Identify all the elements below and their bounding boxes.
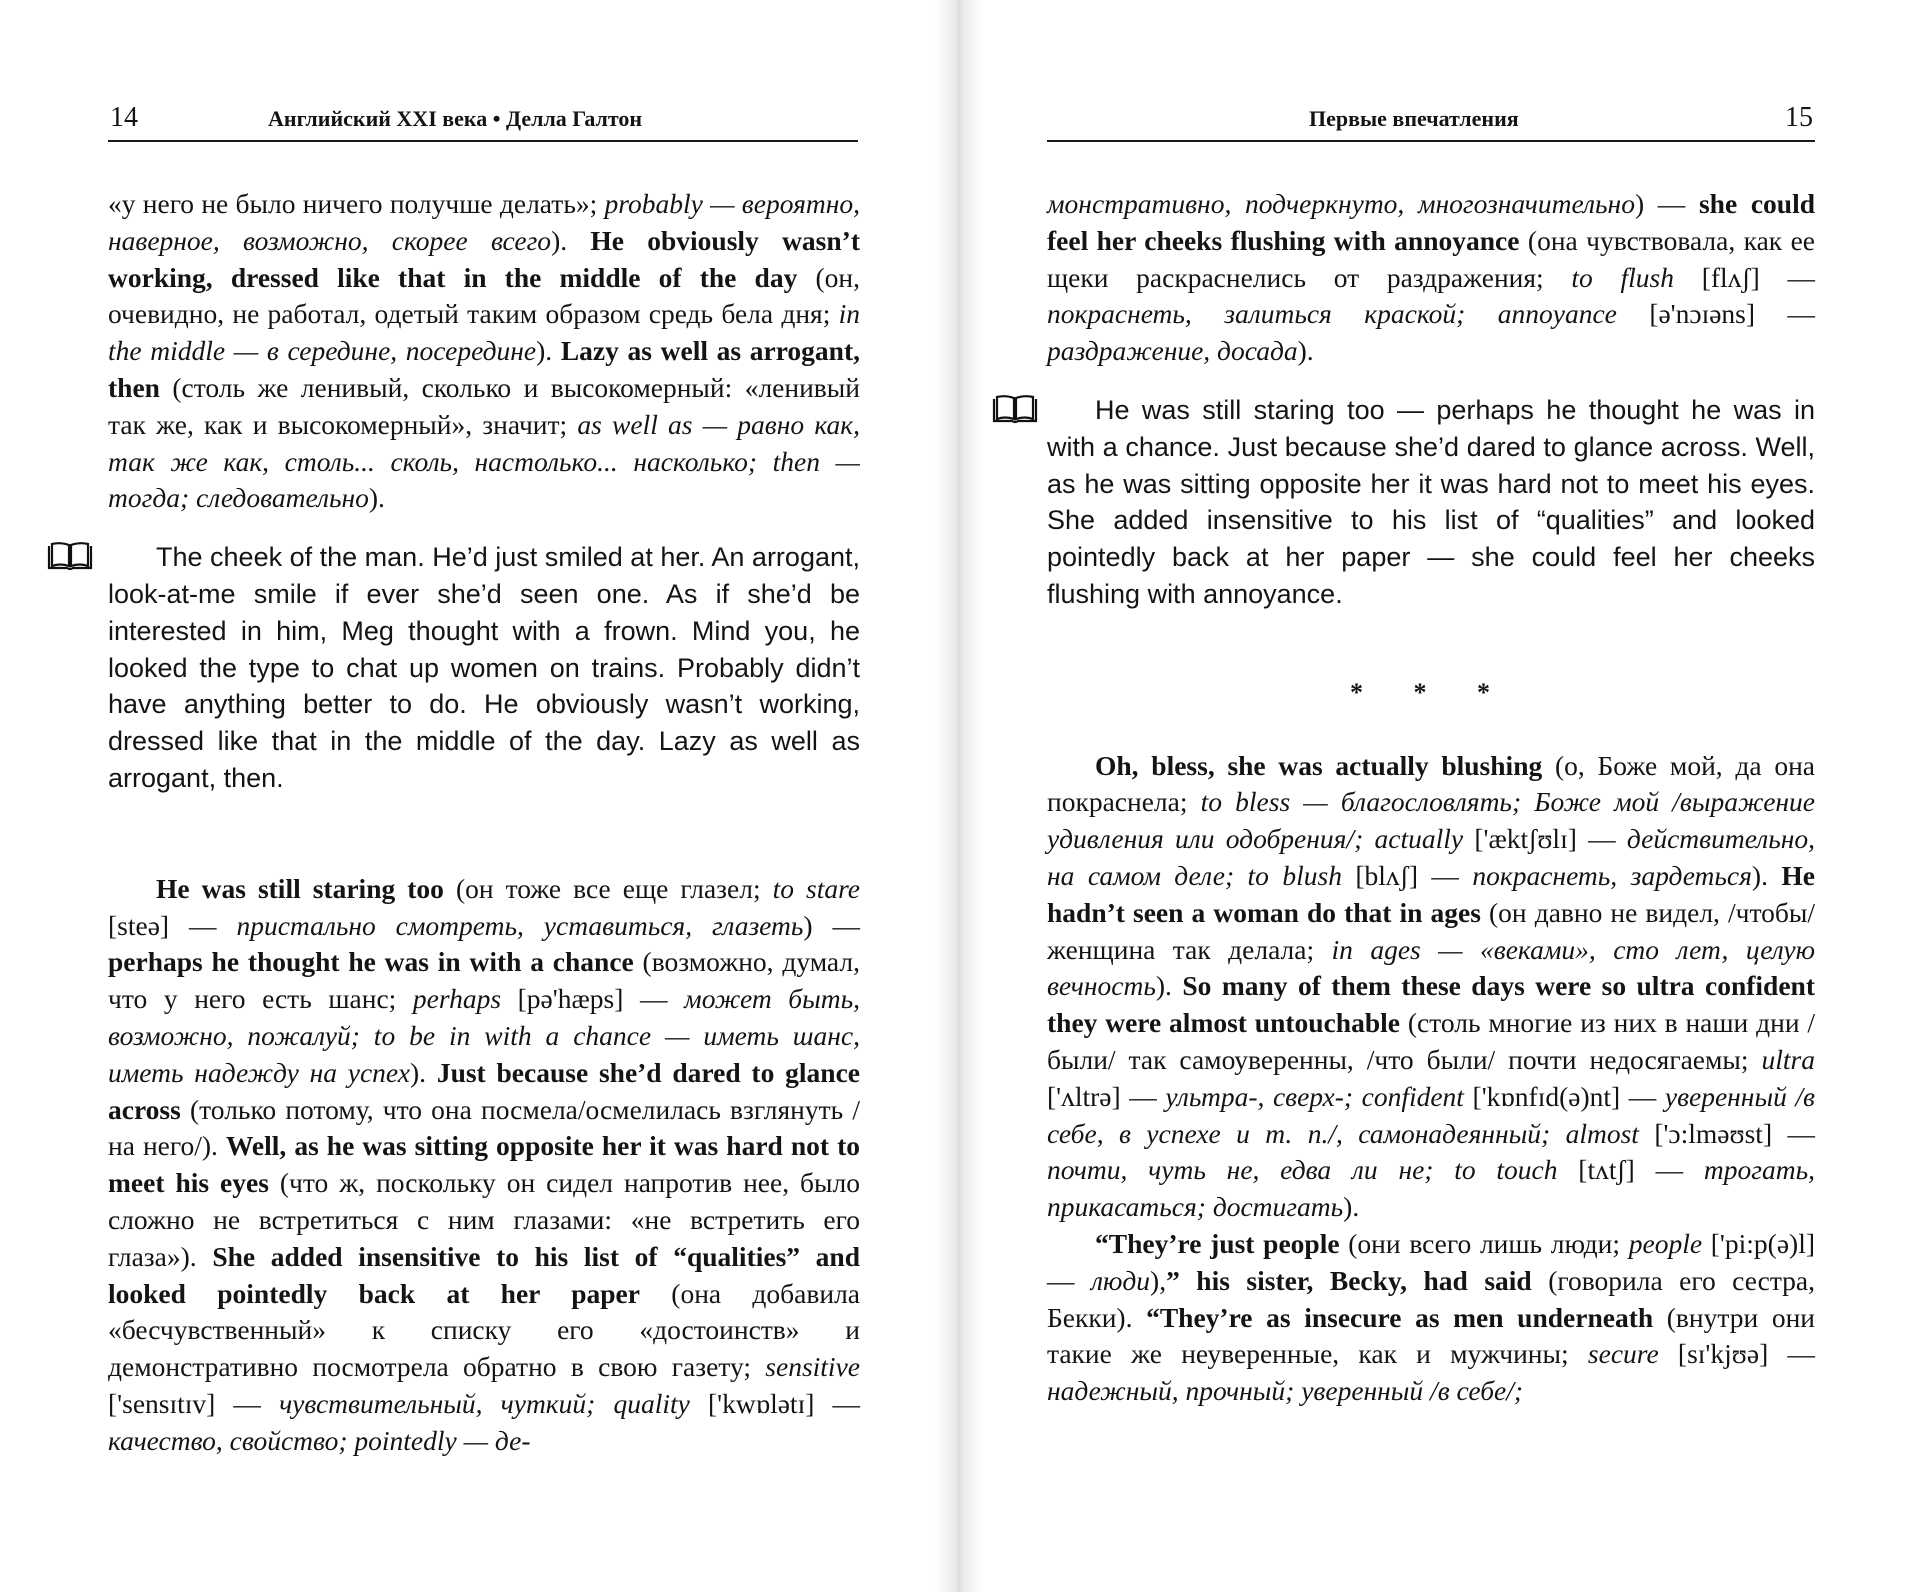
vocabulary-gloss-run: надежный, прочный; уверенный /в себе/; bbox=[1047, 1375, 1524, 1407]
vocabulary-gloss-run: трогать, прикасаться; достигать bbox=[1047, 1154, 1815, 1223]
vocabulary-gloss-run: люди bbox=[1090, 1264, 1151, 1296]
translation-run: [steə] — bbox=[108, 909, 237, 941]
translation-run: [blʌʃ] — bbox=[1341, 859, 1473, 891]
translation-run: (внутри они такие же неуверенные, как и мужчины; bbox=[1047, 1301, 1815, 1370]
translation-run: ['ʌltrə] — bbox=[1047, 1080, 1166, 1112]
vocabulary-gloss-run: ultra bbox=[1761, 1043, 1815, 1075]
translation-run: (столь же ленивый, сколько и высокомерный: «ленивый так же, как и высокомерный», значит; bbox=[108, 371, 860, 440]
page-number: 15 bbox=[1785, 102, 1813, 133]
translation-run: (она чувствовала, как ее щеки раскраснелись от раздражения; bbox=[1047, 224, 1815, 293]
vocabulary-gloss-run: in ages — «веками», сто лет, целую вечность bbox=[1047, 933, 1815, 1002]
vocabulary-gloss-run: probably — вероятно, наверное, возможно, скорее всего bbox=[108, 188, 861, 256]
original-quote-run: Well, as he was sitting opposite her it was hard not to meet his eyes bbox=[108, 1130, 860, 1199]
translation-run: (она добавила «бесчувственный» к списку его «достоинств» и демонстративно посмотрела обратно в свою газету; bbox=[108, 1277, 861, 1383]
translation-run: [ə'nɔɪəns] — bbox=[1616, 298, 1815, 330]
translation-run: ['ɔ:lməʊst] — bbox=[1638, 1117, 1815, 1149]
running-head: Английский XXI века • Делла Галтон bbox=[268, 106, 643, 131]
translation-run: ['kwɒlətɪ] — bbox=[689, 1387, 860, 1419]
commentary-paragraph bbox=[108, 871, 860, 1460]
translation-run: ) — bbox=[1634, 188, 1699, 219]
book-gutter bbox=[935, 0, 982, 1592]
translation-run: ). bbox=[1343, 1191, 1360, 1223]
left-page bbox=[0, 0, 935, 1592]
translation-run: (он тоже все еще глазел; bbox=[443, 872, 773, 904]
original-quote-run: Just because she’d dared to glance across bbox=[108, 1056, 860, 1125]
translation-run: (говорила его сестра, Бекки). bbox=[1047, 1264, 1815, 1333]
vocabulary-gloss-run: ультра-, сверх-; confident bbox=[1165, 1080, 1464, 1112]
original-text-paragraph: The cheek of the man. He’d just smiled at her. An arrogant, look-at-me smile if ever she’d seen one. As if she’d be interested in him, Meg thought with a frown. Mind you, he looked the type to chat up women on trains. Probably didn’t have anything better to do. He obviously wasn’t working, dressed like that in the middle of the day. Lazy as well as arrogant, then. bbox=[108, 542, 860, 793]
vocabulary-gloss-run: почти, чуть не, едва ли не; to touch bbox=[1047, 1154, 1558, 1186]
translation-run: ) — bbox=[803, 909, 860, 941]
original-quote-run: So many of them these days were so ultra confident they were almost untouchable bbox=[1047, 970, 1815, 1039]
translation-run: ['æktʃʊlɪ] — bbox=[1463, 823, 1627, 855]
commentary-paragraph bbox=[1047, 186, 1815, 370]
original-quote-run: she could feel her cheeks flushing with annoyance bbox=[1047, 188, 1816, 256]
right-body bbox=[1047, 186, 1815, 1410]
translation-run: (только потому, что она посмела/осмелилась взглянуть /на него/). bbox=[108, 1093, 860, 1162]
translation-run: [pə'hæps] — bbox=[501, 983, 685, 1015]
vocabulary-gloss-run: уверенный /в себе, в успехе и т. п./, самонадеянный; almost bbox=[1047, 1080, 1815, 1149]
original-quote-run: He hadn’t seen a woman do that in ages bbox=[1047, 859, 1815, 928]
open-book-icon bbox=[991, 394, 1039, 426]
vocabulary-gloss-run: может быть, возможно, пожалуй; to be in with a chance — иметь шанс, иметь надежду на успех bbox=[108, 983, 860, 1088]
translation-run: (они всего лишь люди; bbox=[1339, 1227, 1629, 1259]
commentary-paragraph bbox=[1047, 748, 1815, 1226]
translation-run: (возможно, думал, что у него есть шанс; bbox=[108, 946, 860, 1015]
translation-run: ). bbox=[1155, 970, 1183, 1002]
original-quote-run: He was still staring too bbox=[156, 872, 444, 904]
original-text-paragraph: He was still staring too — perhaps he thought he was in with a chance. Just because she’d dared to glance across. Well, as he was sitting opposite her it was hard not to meet his eyes. She added insensitive to his list of “qualities” and looked pointedly back at her paper — she could feel her cheeks flushing with annoyance. bbox=[1047, 394, 1815, 609]
translation-run: ['kɒnfɪd(ə)nt] — bbox=[1463, 1080, 1665, 1112]
vocabulary-gloss-run: качество, свойство; pointedly — де- bbox=[108, 1424, 531, 1456]
left-header bbox=[108, 100, 858, 142]
original-quote-run: He obviously wasn’t working, dressed like that in the middle of the day bbox=[108, 224, 860, 293]
translation-run: ['pi:p(ə)l] — bbox=[1047, 1227, 1815, 1296]
vocabulary-gloss-run: in the middle — в середине, посередине bbox=[108, 298, 860, 367]
translation-run: (столь многие из них в наши дни /были/ так самоуверенны, /что были/ почти недосягаемы; bbox=[1047, 1007, 1816, 1075]
translation-run: ). bbox=[536, 335, 561, 367]
vocabulary-gloss-run: sensitive bbox=[765, 1351, 860, 1383]
original-quote-run: She added insensitive to his list of “qualities” and looked pointedly back at her paper bbox=[108, 1240, 861, 1309]
running-head: Первые впечатления bbox=[1309, 106, 1519, 131]
vocabulary-gloss-run: secure bbox=[1587, 1338, 1659, 1370]
translation-run: [flʌʃ] — bbox=[1674, 261, 1815, 293]
original-quote-run: Oh, bless, she was actually blushing bbox=[1095, 749, 1543, 781]
translation-run: (он давно не видел, /чтобы/ женщина так делала; bbox=[1047, 896, 1815, 965]
translation-run: [tʌtʃ] — bbox=[1557, 1154, 1704, 1186]
original-quote-run: Lazy as well as arrogant, then bbox=[108, 335, 860, 403]
vocabulary-gloss-run: пристально смотреть, уставиться, глазеть bbox=[236, 909, 804, 941]
right-header bbox=[1047, 100, 1815, 142]
right-page bbox=[982, 0, 1917, 1592]
original-quote-run: “They’re just people bbox=[1095, 1227, 1340, 1259]
translation-run: ). bbox=[1297, 335, 1314, 367]
vocabulary-gloss-run: раздражение, досада bbox=[1047, 335, 1298, 367]
vocabulary-gloss-run: perhaps bbox=[412, 983, 502, 1015]
vocabulary-gloss-run: as well as — равно как, так же как, столь... сколь, настолько... насколько; then — тогда; следовательно bbox=[108, 408, 860, 514]
original-quote-run: ” his sister, Becky, had said bbox=[1166, 1264, 1532, 1296]
vocabulary-gloss-run: to flush bbox=[1571, 261, 1675, 293]
vocabulary-gloss-run: to bless — благословлять; Боже мой /выражение удивления или одобрения/; actually bbox=[1047, 786, 1815, 855]
translation-run: «у него не было ничего получше делать»; bbox=[108, 188, 605, 219]
original-quote-run: perhaps he thought he was in with a chance bbox=[108, 946, 634, 978]
translation-run: (о, Боже мой, да она покраснела; bbox=[1047, 749, 1815, 818]
translation-run: ). bbox=[551, 224, 591, 256]
vocabulary-gloss-run: монстративно, подчеркнуто, многозначительно bbox=[1047, 188, 1635, 219]
section-separator: * * * bbox=[1350, 677, 1512, 707]
commentary-paragraph bbox=[1047, 1226, 1815, 1410]
translation-run: ). bbox=[368, 482, 385, 514]
translation-run: ), bbox=[1150, 1264, 1167, 1296]
vocabulary-gloss-run: действительно, на самом деле; to blush bbox=[1047, 823, 1815, 891]
left-body bbox=[108, 186, 860, 1460]
vocabulary-gloss-run: to stare bbox=[772, 872, 860, 904]
translation-run: [sɪ'kjʊə] — bbox=[1658, 1338, 1815, 1370]
translation-run: ). bbox=[409, 1056, 437, 1088]
translation-run: ['sensɪtɪv] — bbox=[108, 1387, 280, 1419]
vocabulary-gloss-run: покраснеть, зардеться bbox=[1472, 859, 1752, 891]
original-quote-run: “They’re as insecure as men underneath bbox=[1146, 1301, 1654, 1333]
vocabulary-gloss-run: people bbox=[1628, 1227, 1703, 1259]
translation-run: (он, очевидно, не работал, одетый таким образом средь бела дня; bbox=[108, 261, 861, 330]
translation-run: (что ж, поскольку он сидел напротив нее, было сложно не встретиться с ним глазами: «не встретить его глаза»). bbox=[108, 1167, 860, 1272]
vocabulary-gloss-run: покраснеть, залиться краской; annoyance bbox=[1047, 298, 1617, 330]
translation-run: ). bbox=[1751, 859, 1782, 891]
page-number: 14 bbox=[110, 102, 138, 133]
vocabulary-gloss-run: чувствительный, чуткий; quality bbox=[279, 1387, 690, 1419]
commentary-paragraph bbox=[108, 186, 860, 517]
open-book-icon bbox=[46, 541, 94, 573]
